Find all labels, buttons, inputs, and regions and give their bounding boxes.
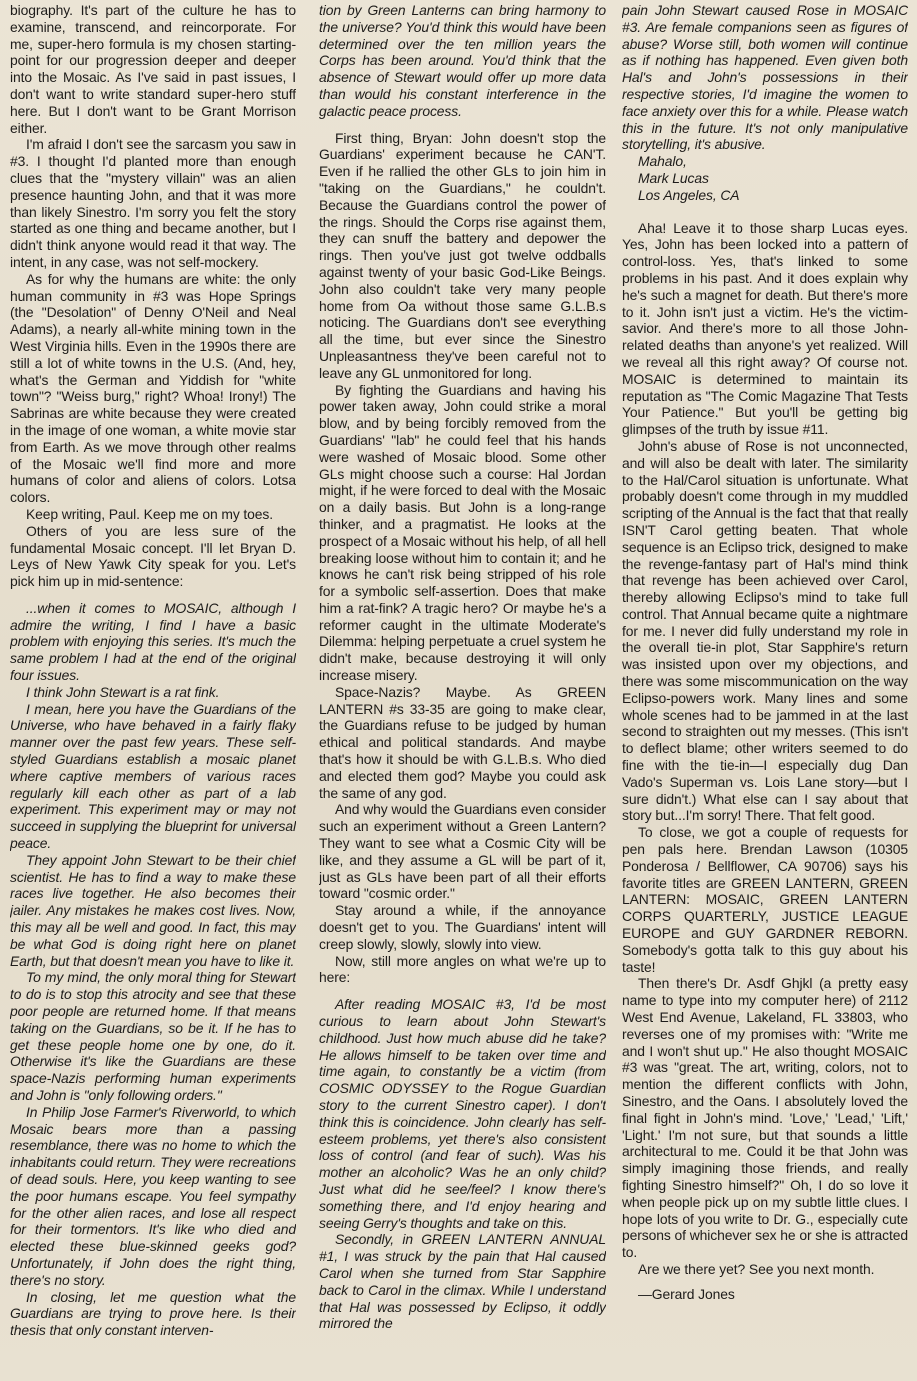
letter-paragraph: Then there's Dr. Asdf Ghjkl (a pretty easy name to type into my computer here) of 2112 West End Avenue, Lakeland, FL 33803, who reverses one of my promises with: "Write me and I won't shut up." He also thought MOSAIC #3 was "great. The art, writing, colors, not to mention the different conflicts with John, Sinestro, and the Oans. I absolutely loved the final fight in John's mind. 'Love,' 'Lead,' 'Lift,' 'Light.' I'm not sure, but that sounds a little architectural to me. Could it be that John was simply imagining those friends, and really fighting Sinestro himself?" Oh, I do so love it when people pick up on my subtle little clues. I hope lots of you write to Dr. G., especially cute persons of whichever sex he or she is attracted to. — [622, 975, 908, 1261]
letter-paragraph: Now, still more angles on what we're up to here: — [319, 952, 606, 986]
letter-paragraph: Secondly, in GREEN LANTERN ANNUAL #1, I was struck by the pain that Hal caused Carol when she turned from Star Sapphire back to Carol in the climax. While I understand that Hal was possessed by Eclipso, it oddly mirrored the — [319, 1231, 606, 1332]
letter-paragraph: By fighting the Guardians and having his power taken away, John could strike a moral blow, and by being forcibly removed from the Guardians' "lab" he could feel that his hands were washed of Mosaic blood. Some other GLs might choose such a course: Hal Jordan might, if he were forced to deal with the Mosaic on a daily basis. But John is a long-range thinker, and a pragmatist. He looks at the prospect of a Mosaic without his help, of all hell breaking loose without him to contain it; and he knows he can't risk being stripped of his role for a symbolic self-assertion. Does that make him a rat-fink? A tragic hero? Or maybe he's a reformer caught in the ultimate Moderate's Dilemma: helping perpetuate a cruel system he didn't make, because destroying it will only increase misery. — [319, 381, 606, 684]
letter-paragraph: Others of you are less sure of the fundamental Mosaic concept. I'll let Bryan D. Leys of New Yawk City speak for you. Let's pick him up in mid-sentence: — [10, 522, 296, 590]
column-middle — [319, 2, 606, 1377]
letter-paragraph: They appoint John Stewart to be their chief scientist. He has to find a way to make these races live together. He also becomes their jailer. Any mistakes he makes cost lives. Now, this may all be well and good. In fact, this may be what God is doing right here on planet Earth, but that doesn't mean you have to like it. — [10, 851, 296, 969]
letter-paragraph: Keep writing, Paul. Keep me on my toes. — [26, 505, 274, 522]
letter-signature-line: Mahalo, — [638, 153, 687, 170]
letter-paragraph: Are we there yet? See you next month. — [638, 1260, 875, 1277]
letter-paragraph: Stay around a while, if the annoyance doesn't get to you. The Guardians' intent will creep slowly, slowly, slowly into view. — [319, 902, 606, 952]
letter-signature-line: Mark Lucas — [638, 169, 709, 186]
letter-paragraph: biography. It's part of the culture he has to examine, transcend, and reincorporate. For me, super-hero formula is my chosen starting-point for our progression deeper and deeper into the Mosaic. As I've said in past issues, I don't want to write standard super-hero stuff here. But I don't want to be Grant Morrison either. — [10, 2, 296, 136]
letter-paragraph: I think John Stewart is a rat fink. — [26, 683, 220, 700]
column-left — [10, 2, 296, 1377]
editor-byline: —Gerard Jones — [638, 1285, 735, 1302]
letter-signature-line: Los Angeles, CA — [638, 186, 740, 203]
letter-paragraph: First thing, Bryan: John doesn't stop the Guardians' experiment because he CAN'T. Even if he rallied the other GLs to join him in "taking on the Guardians," he couldn't. Because the Guardians control the power of the rings. Should the Corps rise against them, they can snuff the battery and depower the rings. Then you've just got twelve oddballs against twenty of your basic God-Like Beings. John also couldn't take very many people home from Oa without those same G.L.B.s noticing. The Guardians don't see everything all the time, but ever since the Sinestro Unpleasantness they've been careful not to leave any GL unmonitored for long. — [319, 129, 606, 381]
letter-paragraph: To my mind, the only moral thing for Stewart to do is to stop this atrocity and see that these poor people are returned home. If that means taking on the Guardians, so be it. If he has to get these people home one by one, do it. Otherwise it's like the Guardians are these space-Nazis performing human experiments and John is "only following orders." — [10, 969, 296, 1103]
letter-paragraph: John's abuse of Rose is not unconnected, and will also be dealt with later. The similarity to the Hal/Carol situation is unfortunate. What probably doesn't come through in my muddled scripting of the Annual is the fact that that really ISN'T Carol getting beaten. That whole sequence is an Eclipso trick, designed to make the revenge-fantasy part of Hal's mind think that revenge has been achieved over Carol, thereby allowing Eclipso's mind to take full control. That Annual became quite a nightmare for me. I never did fully understand my role in the overall tie-in plot, Star Sapphire's return was insisted upon over my objections, and there was some miscommunication on the way Eclipso-powers work. Many lines and some whole scenes had to be jammed in at the last second to straighten out my messes. (This isn't to deflect blame; other writers seemed to do fine with the tie-in—I especially dug Dan Vado's Superman vs. Lois Lane story—but I sure didn't.) What else can I say about that story but...I'm sorry! There. That felt good. — [622, 437, 908, 824]
letter-paragraph: To close, we got a couple of requests for pen pals here. Brendan Lawson (10305 Ponderosa / Bellflower, CA 90706) says his favorite titles are GREEN LANTERN, GREEN LANTERN: MOSAIC, GREEN LANTERN CORPS QUARTERLY, JUSTICE LEAGUE EUROPE and GUY GARDNER REBORN. Somebody's gotta talk to this guy about his taste! — [622, 824, 908, 975]
letter-paragraph: And why would the Guardians even consider such an experiment without a Green Lantern? They want to see what a Cosmic City will be like, and they assume a GL will be part of it, just as GLs have been part of all their efforts toward "cosmic order." — [319, 801, 606, 902]
letter-paragraph: In Philip Jose Farmer's Riverworld, to which Mosaic bears more than a passing resemblance, there was no home to which the inhabitants could return. They were recreations of dead souls. Here, you keep wanting to see the poor humans escape. You feel sympathy for the other alien races, and lose all respect for their tormentors. It's like who died and elected these blue-skinned geeks god? Unfortunately, if John does the right thing, there's no story. — [10, 1103, 296, 1288]
letter-paragraph: Space-Nazis? Maybe. As GREEN LANTERN #s 33-35 are going to make clear, the Guardians refuse to be judged by human ethical and political standards. And maybe that's how it should be with G.L.B.s. Who died and elected them god? Maybe you could ask the same of any god. — [319, 683, 606, 801]
letter-paragraph: I mean, here you have the Guardians of the Universe, who have behaved in a fairly flaky manner over the past few years. These self-styled Guardians establish a mosaic planet where captive members of various races regularly kill each other as part of a lab experiment. This experiment may or may not succeed in supplying the blueprint for universal peace. — [10, 700, 296, 852]
letter-paragraph: After reading MOSAIC #3, I'd be most curious to learn about John Stewart's childhood. Just how much abuse did he take? He allows himself to be taken over time and time again, to constantly be a victim (from COSMIC ODYSSEY to the Rogue Guardian story to the current Sinestro caper). I don't think this is coincidence. John clearly has self-esteem problems, yet there's also consistent loss of control (and fear of such). Was his mother an alcoholic? Was he an only child? Just what did he see/feel? I know there's something there, and I'd enjoy hearing and seeing Gerry's thoughts and take on this. — [319, 996, 606, 1231]
letter-paragraph: As for why the humans are white: the only human community in #3 was Hope Springs (the "Desolation" of Denny O'Neil and Neal Adams), a nearly all-white mining town in the West Virginia hills. Even in the 1990s there are still a lot of white towns in the U.S. (And, hey, what's the German and Yiddish for "white town"? "Weiss burg," right? Whoa! Irony!) The Sabrinas are white because they were created in the image of one woman, a white movie star from Earth. As we move through other realms of the Mosaic we'll find more and more humans of color and aliens of colors. Lotsa colors. — [10, 270, 296, 506]
column-right — [622, 2, 908, 1377]
letter-paragraph: ...when it comes to MOSAIC, although I admire the writing, I find I have a basic problem with enjoying this series. It's much the same problem I had at the end of the original four issues. — [10, 599, 296, 684]
letter-paragraph: I'm afraid I don't see the sarcasm you saw in #3. I thought I'd planted more than enough clues that the "mystery villain" was an alien presence haunting John, and that it was more than likely Sinestro. I'm sorry you felt the story started as one thing and became another, but I didn't think anyone would read it that way. The intent, in any case, was not self-mockery. — [10, 136, 296, 270]
letter-paragraph: In closing, let me question what the Guardians are trying to prove here. Is their thesis that only constant interven- — [10, 1288, 296, 1339]
letter-paragraph: pain John Stewart caused Rose in MOSAIC #3. Are female companions seen as figures of abuse? Worse still, both women will continue as if nothing has happened. Even given both Hal's and John's possessions in their respective stories, I'd imagine the women to face anxiety over this for a while. Please watch this in the future. It's not only manipulative storytelling, it's abusive. — [622, 2, 908, 153]
letter-paragraph: tion by Green Lanterns can bring harmony to the universe? You'd think this would have been determined over the ten million years the Corps has been around. You'd think that the absence of Stewart would offer up more data than would his constant interference in the galactic peace process. — [319, 2, 606, 119]
letter-paragraph: Aha! Leave it to those sharp Lucas eyes. Yes, John has been locked into a pattern of control-loss. Yes, that's linked to some problems in his past. And it does explain why he's such a magnet for death. But there's more to it. John isn't just a victim. He's the victim-savior. And there's more to all those John-related deaths than anyone's yet realized. Will we reveal all this right away? Of course not. MOSAIC is determined to maintain its reputation as "The Comic Magazine That Tests Your Patience." But you'll be getting big glimpses of the truth by issue #11. — [622, 219, 908, 438]
